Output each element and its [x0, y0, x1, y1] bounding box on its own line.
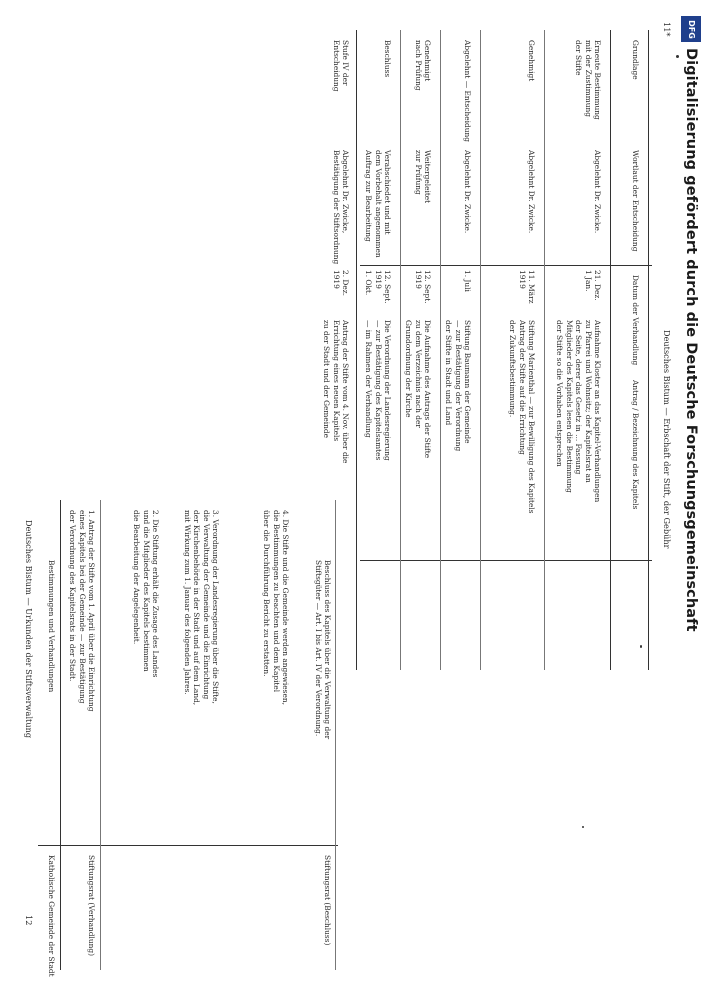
- left-col-head-2: Bestimmungen und Verhandlungen: [47, 560, 56, 693]
- scan-speck: [640, 645, 642, 648]
- left-page-number: 12: [24, 915, 34, 926]
- r4-col2: 12. Sept. 1919: [413, 270, 432, 304]
- r5-col1: Die Verordnung der Landesregierung — zur Bestätigung des Kapitelsamtes — im Rahmen der Verhandlung: [364, 320, 392, 461]
- left-vrule-2: [335, 500, 336, 970]
- right-vrule-1: [544, 30, 545, 670]
- right-vrule-4: [400, 30, 401, 670]
- r2-col2: 11. März 1919: [517, 270, 536, 304]
- r1-col3: Abgelehnt Dr. Zwicke.: [593, 150, 602, 234]
- left-rule-1: [38, 845, 338, 846]
- r3-col3: Abgelehnt Dr. Zwicke.: [463, 150, 472, 234]
- left-s1-p1: 1. Antrag der Stifte vom 1. April über die Einrichtung eines Kapitels bei der Gemeinde — zur Bestätigung der Verordnung des Kapitelsrats in der Stadt.: [68, 510, 96, 712]
- left-s1-p4: 4. Die Stifte und die Gemeinde werden angewiesen, die Bestimmungen zu beachten und dem Kapitel über die Durchführung Bericht zu erstatten.: [262, 510, 290, 705]
- r3-col4: Abgelehnt — Entscheidung: [463, 40, 472, 143]
- right-vrule-top: [648, 30, 649, 670]
- r4-col1: Die Aufnahme des Antrags der Stifte zu dem Verzeichnis nach der Grundordnung der Kirche: [404, 320, 432, 459]
- right-col-head-3: Wortlaut der Entscheidung: [631, 150, 640, 252]
- right-rule-1: [360, 265, 652, 266]
- right-col-head-4: Grundlage: [631, 40, 640, 80]
- r2-col4: Genehmigt: [527, 40, 536, 82]
- r3-col1: Stiftung Baumann der Gemeinde — zur Bestätigung der Verordnung der Stifte in Stadt und Land: [444, 320, 472, 452]
- r2-col3: Abgelehnt Dr. Zwicke.: [527, 150, 536, 234]
- r1-col1: Aufnahme Kloster an das Kapitel-Verhandlungen zu Pfarrei und Wohnsitz; der Kapitelsrat an der Seite, derer das Gesetz in ... Fassung Mitglieder des Kapitels lesen die Bestimmung der Stifte so die Vorhaben entsprechen: [555, 320, 602, 503]
- left-vrule-header: [60, 500, 61, 970]
- r5-col4: Beschluss: [383, 40, 392, 78]
- left-section-label-2: Stiftungsrat (Beschluss): [323, 855, 332, 946]
- right-vrule-2: [480, 30, 481, 670]
- r4-col4: Genehmigt nach Prüfung: [413, 40, 432, 91]
- watermark-strip: [677, 8, 703, 992]
- left-section-label-1: Stiftungsrat (Verhandlung): [87, 855, 96, 957]
- r6-col4: Stufe IV der Entscheidung: [331, 40, 350, 92]
- right-vrule-5: [356, 30, 357, 670]
- r5-col2: 12. Sept. 1919 1. Okt.: [364, 270, 392, 304]
- right-page-header: Deutsches Bistum — Erbschaft der Stift, der Gebühr: [662, 330, 672, 549]
- left-vrule-1: [100, 500, 101, 970]
- r4-col3: Weitergeleitet zur Prüfung: [413, 150, 432, 204]
- dfg-logo: DFG: [681, 16, 701, 42]
- scan-speck: [582, 826, 584, 828]
- r6-col2: 2. Dez. 1919: [331, 270, 350, 296]
- left-s1-p2: 2. Die Stiftung erhält die Zusage des Landes und die Mitglieder des Kapitels bestimmen die Bearbeitung der Angelegenheit.: [132, 510, 160, 678]
- right-col-head-1: Antrag / Bezeichnung des Kapitels: [631, 380, 640, 510]
- r1-col2: 21. Dez. 1 Jan.: [583, 270, 602, 301]
- right-rule-2: [360, 560, 652, 561]
- left-s2-p1: Beschluss des Kapitels über die Verwaltung der Stiftsgüter — Art. I bis Art. IV der Verordnung.: [313, 560, 332, 740]
- right-vrule-3: [440, 30, 441, 670]
- r6-col3: Abgelehnt Dr. Zwicke, Bestätigung der Stiftsordnung: [331, 150, 350, 265]
- left-page-header: Deutsches Bistum — Urkunden der Stiftsverwaltung: [24, 520, 34, 739]
- r2-col1: Stiftung Marienthal — zur Bewilligung des Kapitels Antrag der Stifte auf die Errichtung der Zukunftsbestimmung.: [508, 320, 536, 514]
- watermark-text: Digitalisierung gefördert durch die Deutsche Forschungsgemeinschaft: [683, 48, 699, 632]
- right-col-head-2: Datum der Verhandlung: [631, 275, 640, 366]
- r3-col2: 1. Juli: [463, 270, 472, 292]
- r5-col3: Verabschiedet und mit dem Vorbehalt angenommen Auftrag zur Bearbeitung: [364, 150, 392, 258]
- r6-col1: Antrag der Stifte vom 4. Nov. über die Errichtung eines neuen Kapitels zu der Stadt und der Gemeinde: [322, 320, 350, 464]
- r1-col4: Erneute Bestimmung mit der Zustimmung der Stifte: [574, 40, 602, 120]
- left-s1-p3: 3. Verordnung der Landesregierung über die Stifte, die Verwaltung der Gemeinde und die Einrichtung der Kirchenbehörde in der Stadt und auf dem Land, mit Wirkung zum 1. Januar des folgenden Jahres.: [182, 510, 220, 706]
- right-vrule-header: [610, 30, 611, 670]
- right-page-number: 11*: [662, 22, 672, 37]
- left-col-head-1: Katholische Gemeinde der Stadt: [47, 855, 56, 977]
